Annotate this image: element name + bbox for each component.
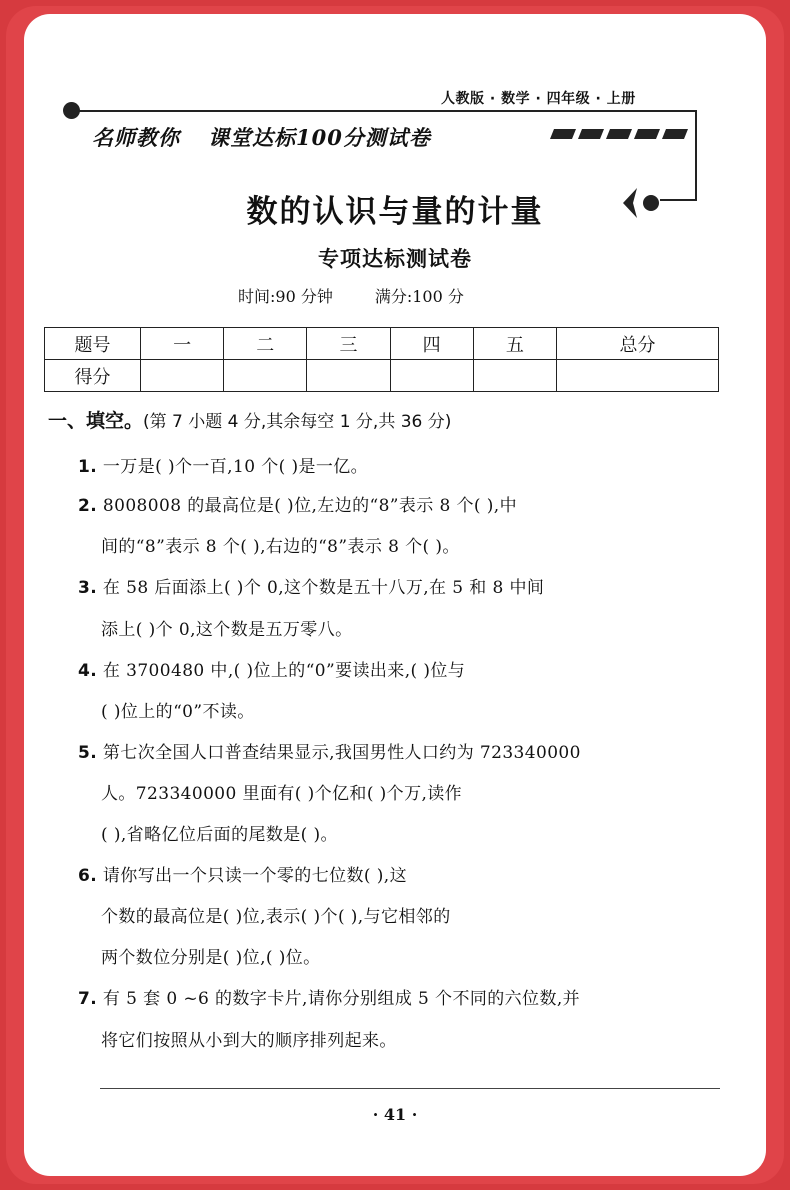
brand-title bbox=[92, 122, 431, 152]
question-line bbox=[101, 615, 353, 640]
question-line bbox=[101, 697, 255, 722]
score-cell: 得分 bbox=[45, 360, 141, 392]
question-line bbox=[101, 902, 451, 927]
question-text: 第七次全国人口普查结果显示,我国男性人口约为 723340000 bbox=[102, 743, 581, 763]
question-line bbox=[78, 984, 580, 1009]
time-limit: 时间:90 分钟 bbox=[238, 287, 333, 306]
question-text: 人。723340000 里面有( )个亿和( )个万,读作 bbox=[101, 784, 463, 804]
question-text: 将它们按照从小到大的顺序排列起来。 bbox=[101, 1031, 397, 1051]
question-number: 5. bbox=[78, 743, 98, 763]
score-table-header-row bbox=[45, 328, 719, 360]
question-number: 7. bbox=[78, 989, 98, 1009]
question-text: ( ),省略亿位后面的尾数是( )。 bbox=[101, 825, 338, 845]
question-line bbox=[78, 573, 544, 598]
question-number: 3. bbox=[78, 578, 98, 598]
question-text: 有 5 套 0 ~6 的数字卡片,请你分别组成 5 个不同的六位数,并 bbox=[102, 989, 581, 1009]
header-rule bbox=[74, 110, 697, 112]
question-text: 请你写出一个只读一个零的七位数( ),这 bbox=[102, 866, 407, 886]
question-number: 2. bbox=[78, 496, 98, 516]
question-line bbox=[101, 1026, 397, 1051]
section-heading bbox=[48, 406, 451, 433]
question-number: 6. bbox=[78, 866, 98, 886]
score-cell: 二 bbox=[224, 328, 307, 360]
question-text: ( )位上的“0”不读。 bbox=[101, 702, 255, 722]
question-line bbox=[78, 491, 517, 516]
question-text: 一万是( )个一百,10 个( )是一亿。 bbox=[102, 457, 369, 477]
score-cell: 三 bbox=[307, 328, 390, 360]
question-text: 个数的最高位是( )位,表示( )个( ),与它相邻的 bbox=[101, 907, 451, 927]
question-text: 8008008 的最高位是( )位,左边的“8”表示 8 个( ),中 bbox=[102, 496, 517, 516]
question-number: 4. bbox=[78, 661, 98, 681]
section-note: (第 7 小题 4 分,其余每空 1 分,共 36 分) bbox=[143, 412, 452, 432]
section-label: 一、填空。 bbox=[48, 410, 144, 432]
question-text: 间的“8”表示 8 个( ),右边的“8”表示 8 个( )。 bbox=[101, 537, 460, 557]
score-input-cell[interactable] bbox=[473, 360, 556, 392]
score-input-cell[interactable] bbox=[307, 360, 390, 392]
question-line bbox=[101, 532, 460, 557]
footer-rule bbox=[100, 1088, 720, 1089]
brand-right: 课堂达标100分测试卷 bbox=[208, 125, 431, 150]
page-subtitle: 专项达标测试卷 bbox=[318, 246, 472, 271]
page-number: · 41 · bbox=[372, 1105, 418, 1124]
header-dot-icon bbox=[63, 102, 80, 119]
score-cell: 一 bbox=[141, 328, 224, 360]
question-line bbox=[78, 452, 368, 477]
score-table bbox=[44, 327, 719, 392]
question-text: 两个数位分别是( )位,( )位。 bbox=[101, 948, 321, 968]
question-line bbox=[101, 820, 338, 845]
question-number: 1. bbox=[78, 457, 98, 477]
question-line bbox=[78, 656, 465, 681]
score-input-cell[interactable] bbox=[224, 360, 307, 392]
dash-decoration bbox=[550, 129, 688, 139]
series-label: 人教版 · 数学 · 四年级 · 上册 bbox=[441, 91, 636, 107]
question-line bbox=[78, 861, 407, 886]
score-input-cell[interactable] bbox=[390, 360, 473, 392]
score-cell: 五 bbox=[473, 328, 556, 360]
score-cell: 题号 bbox=[45, 328, 141, 360]
question-text: 在 3700480 中,( )位上的“0”要读出来,( )位与 bbox=[102, 661, 466, 681]
score-input-cell[interactable] bbox=[556, 360, 718, 392]
full-score: 满分:100 分 bbox=[374, 287, 464, 306]
exam-meta bbox=[238, 284, 464, 307]
brand-left: 名师教你 bbox=[92, 125, 180, 150]
question-text: 添上( )个 0,这个数是五万零八。 bbox=[101, 620, 353, 640]
question-text: 在 58 后面添上( )个 0,这个数是五十八万,在 5 和 8 中间 bbox=[102, 578, 545, 598]
score-cell: 四 bbox=[390, 328, 473, 360]
score-input-cell[interactable] bbox=[141, 360, 224, 392]
question-line bbox=[101, 943, 321, 968]
question-line bbox=[101, 779, 462, 804]
score-table-score-row bbox=[45, 360, 719, 392]
question-line bbox=[78, 738, 581, 763]
score-cell: 总分 bbox=[556, 328, 718, 360]
page-title: 数的认识与量的计量 bbox=[246, 194, 544, 230]
